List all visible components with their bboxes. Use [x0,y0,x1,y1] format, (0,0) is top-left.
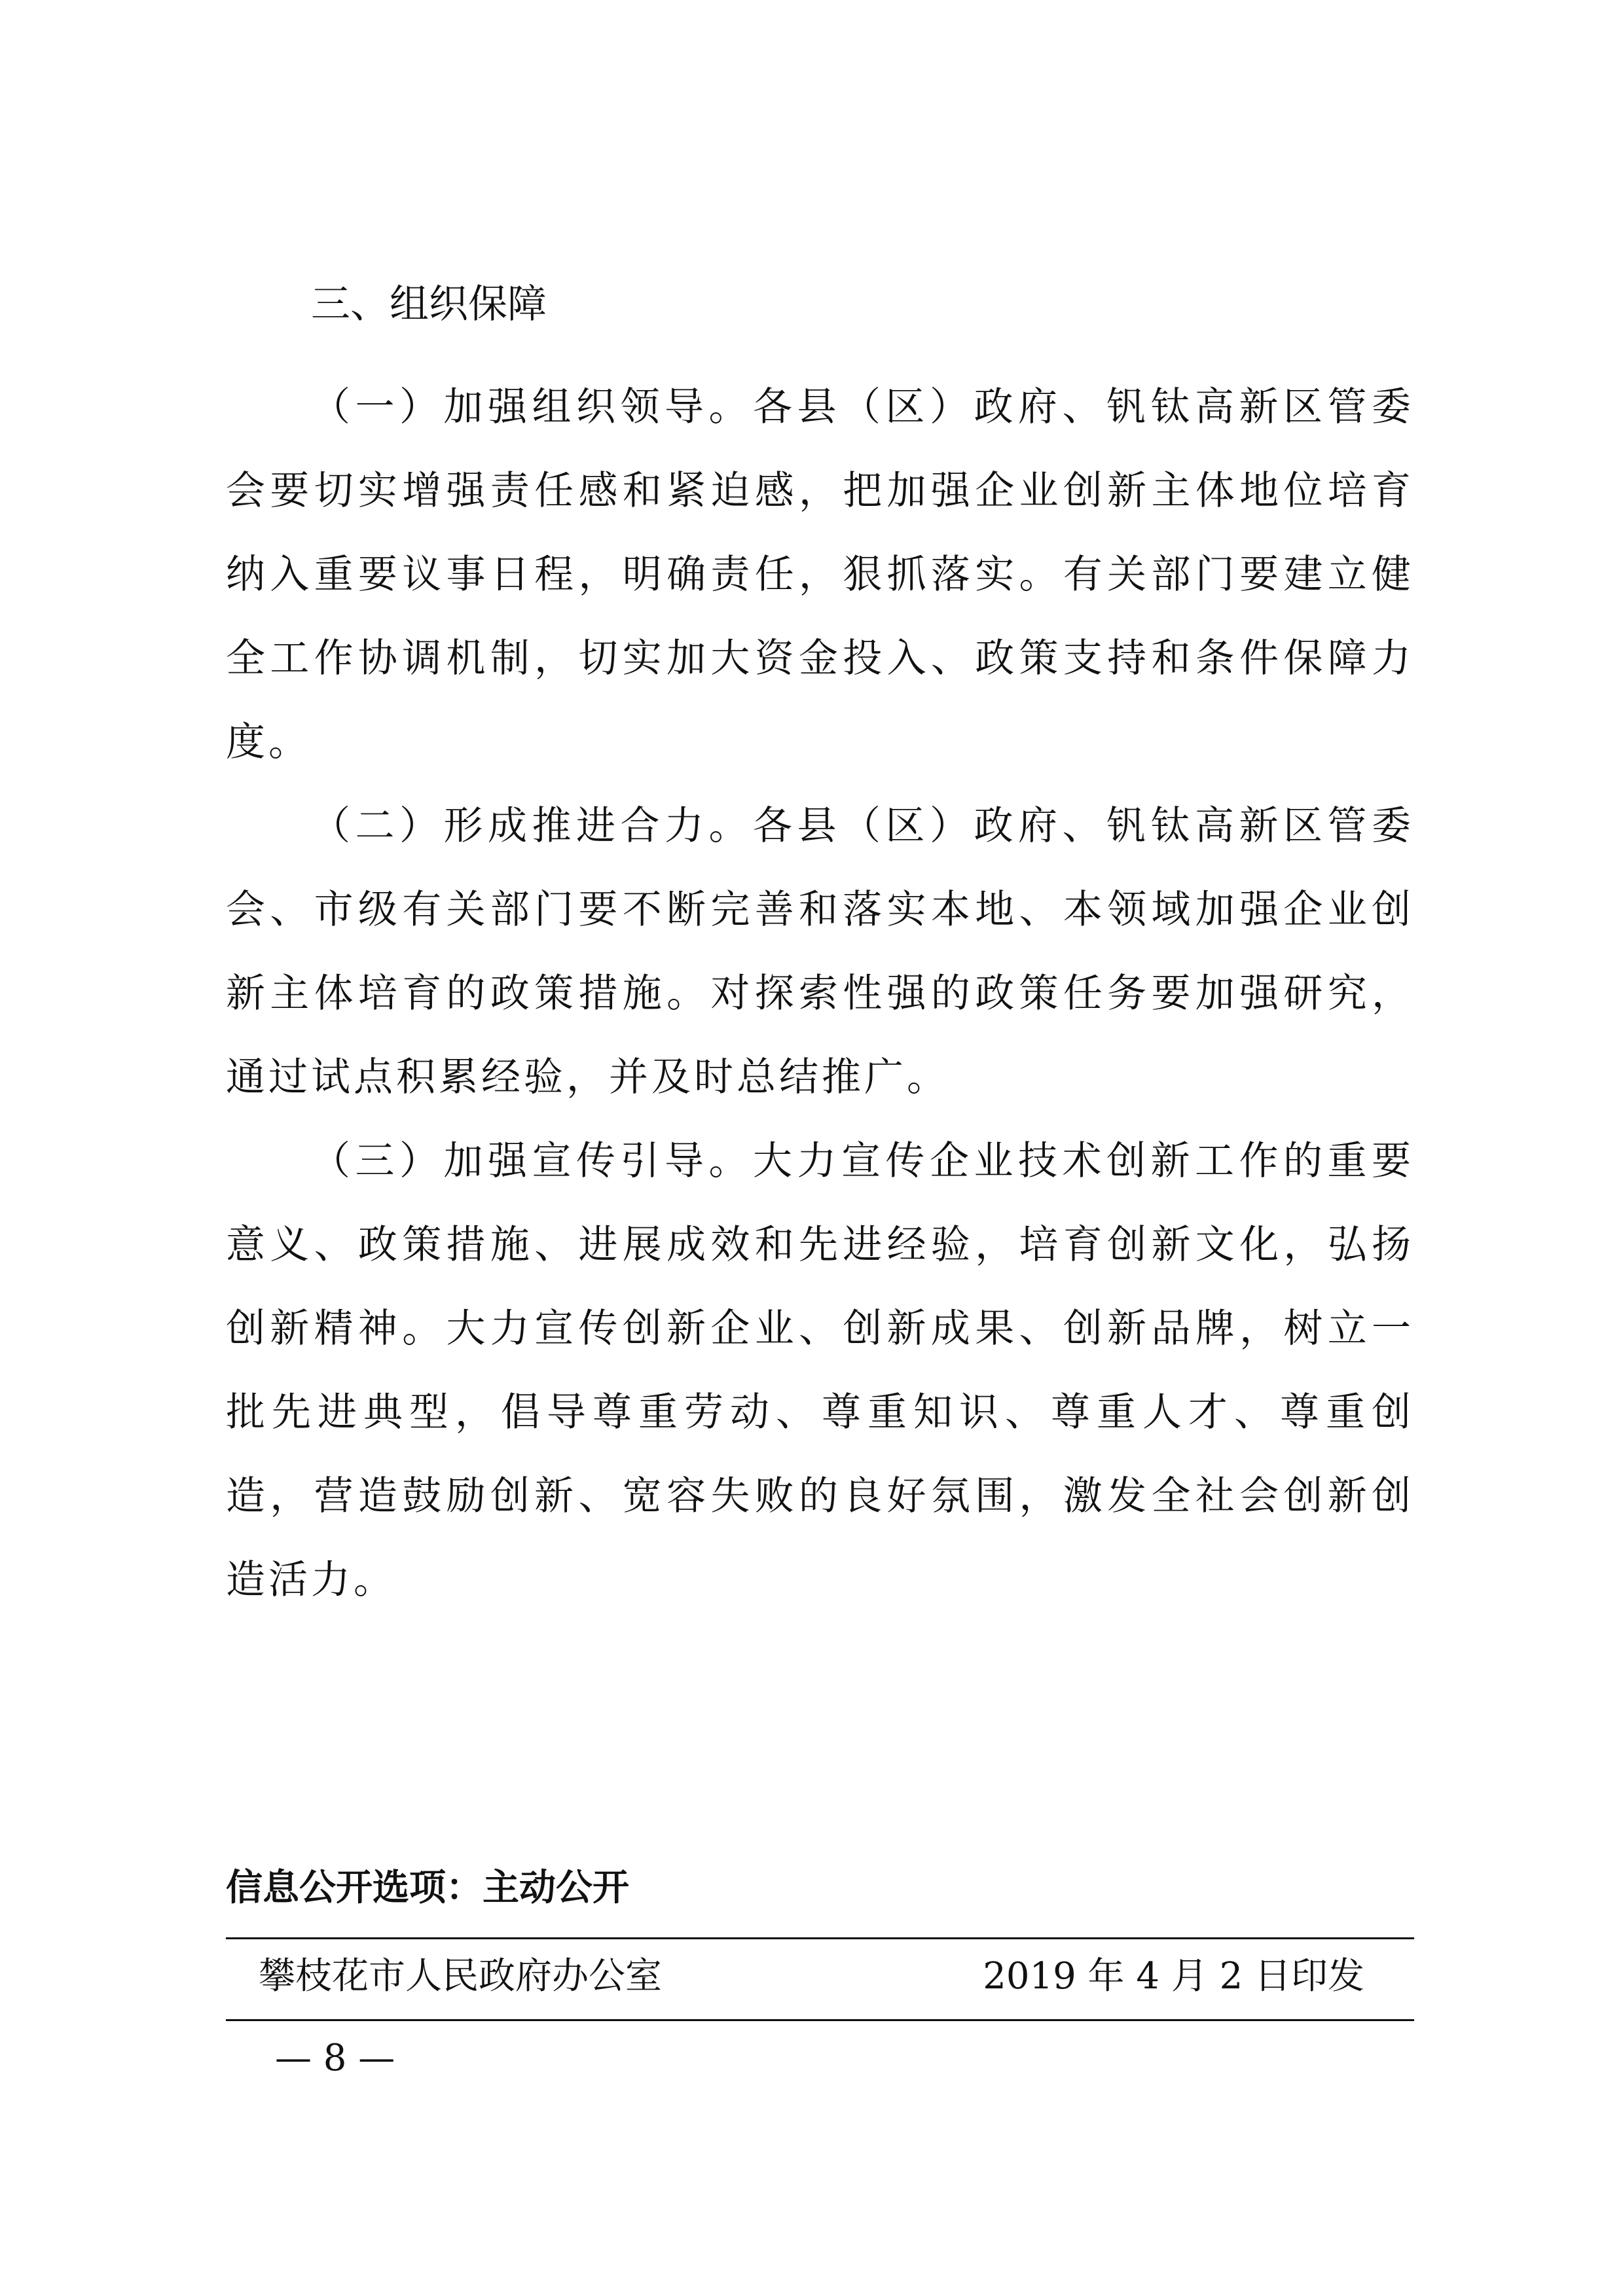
paragraph-organization-leadership: （一）加强组织领导。各县（区）政府、钒钛高新区管委会要切实增强责任感和紧迫感，把加强企业创新主体地位培育纳入重要议事日程，明确责任，狠抓落实。有关部门要建立健全工作协调机制，切实加大资金投入、政策支持和条件保障力度。 [226,384,1414,765]
disclosure-label: 信息公开选项：主动公开 [226,1867,629,1909]
footer-bottom-rule [226,2019,1414,2021]
page-number: — 8 — [275,2037,395,2079]
section-heading: 三、组织保障 [311,281,547,327]
paragraph-joint-effort: （二）形成推进合力。各县（区）政府、钒钛高新区管委会、市级有关部门要不断完善和落实本地、本领域加强企业创新主体培育的政策措施。对探索性强的政策任务要加强研究，通过试点积累经验，并及时总结推广。 [226,803,1414,1100]
paragraph-publicity-guidance: （三）加强宣传引导。大力宣传企业技术创新工作的重要意义、政策措施、进展成效和先进经验，培育创新文化，弘扬创新精神。大力宣传创新企业、创新成果、创新品牌，树立一批先进典型，倡导尊重劳动、尊重知识、尊重人才、尊重创造，营造鼓励创新、宽容失败的良好氛围，激发全社会创新创造活力。 [226,1138,1414,1603]
issue-date: 2019 年 4 月 2 日印发 [983,1955,1364,1998]
issuer-name: 攀枝花市人民政府办公室 [259,1955,662,1998]
document-body [226,281,1414,1622]
footer-top-rule [226,1937,1414,1939]
